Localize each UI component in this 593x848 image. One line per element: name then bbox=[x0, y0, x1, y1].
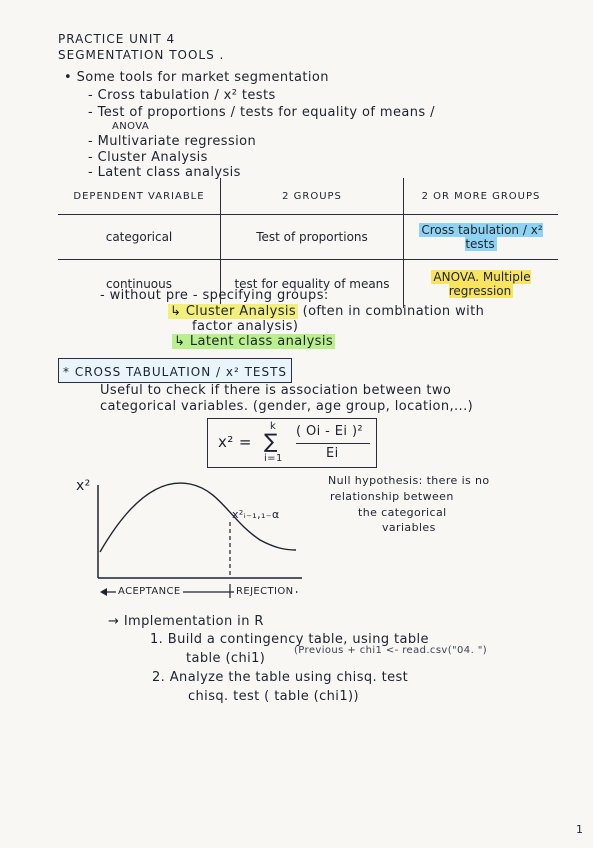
without-item-note: factor analysis) bbox=[192, 319, 299, 334]
null-hypothesis-line: Null hypothesis: there is no bbox=[328, 474, 490, 487]
tool-item: - Latent class analysis bbox=[88, 165, 241, 180]
title-line2: SEGMENTATION TOOLS . bbox=[58, 48, 225, 62]
latent-class-label: ↳ Latent class analysis bbox=[174, 334, 334, 349]
tools-intro: • Some tools for market segmentation bbox=[64, 70, 329, 85]
table-cell: Test of proportions bbox=[221, 215, 404, 260]
table-cell: categorical bbox=[58, 215, 221, 260]
null-hypothesis-line: variables bbox=[382, 521, 436, 534]
step-number: 2. bbox=[152, 670, 166, 685]
tool-item: - Test of proportions / tests for equality of means / bbox=[88, 105, 435, 120]
tool-item: - Cross tabulation / x² tests bbox=[88, 88, 276, 103]
sigma-icon: ∑ bbox=[264, 429, 278, 453]
useful-line2: categorical variables. (gender, age group, location,...) bbox=[100, 399, 474, 414]
step-item bbox=[186, 651, 265, 666]
step-text: Build a contingency table, using table bbox=[167, 632, 429, 647]
step-item bbox=[188, 689, 359, 704]
step-item bbox=[152, 670, 408, 685]
formula-sum-top: k bbox=[270, 421, 277, 432]
graph-y-label: x² bbox=[76, 478, 91, 494]
implementation-heading: → Implementation in R bbox=[108, 614, 264, 629]
section-title: * CROSS TABULATION / x² TESTS bbox=[63, 365, 288, 379]
step-text: table (chi1) bbox=[186, 651, 266, 666]
table-header-cell: DEPENDENT VARIABLE bbox=[58, 178, 221, 215]
rejection-label: REJECTION bbox=[236, 586, 294, 597]
formula-lhs: x² = bbox=[218, 433, 252, 451]
null-hypothesis-line: relationship between bbox=[330, 490, 454, 503]
table-cell: test for equality of means bbox=[221, 260, 404, 309]
step-note: (Previous + chi1 <- read.csv("04. ") bbox=[294, 645, 488, 656]
tool-item: - Cluster Analysis bbox=[88, 150, 208, 165]
useful-line1: Useful to check if there is association between two bbox=[100, 383, 452, 398]
table-cell: continuous bbox=[106, 277, 172, 291]
table-header-cell: 2 OR MORE GROUPS bbox=[404, 178, 559, 215]
step-text: Analyze the table using chisq. test bbox=[169, 670, 409, 685]
table-header-cell: 2 GROUPS bbox=[221, 178, 404, 215]
formula-denominator: Ei bbox=[326, 446, 339, 461]
acceptance-label: ACEPTANCE bbox=[118, 586, 181, 597]
tool-item: - Multivariate regression bbox=[88, 134, 257, 149]
critical-value-label: x²ᵢ₋₁,₁₋α bbox=[232, 508, 280, 521]
without-line: - without pre - specifying groups: bbox=[100, 288, 329, 303]
title-line1: PRACTICE UNIT 4 bbox=[58, 32, 176, 46]
highlighted-cell-text: ANOVA. Multiple regression bbox=[433, 270, 531, 298]
step-text: chisq. test ( table (chi1)) bbox=[188, 689, 359, 704]
page-number: 1 bbox=[576, 823, 583, 836]
highlighted-cell-text: Cross tabulation / x² tests bbox=[421, 223, 543, 251]
cluster-analysis-note: (often in combination with bbox=[302, 304, 485, 319]
formula-sum-bottom: i=1 bbox=[264, 453, 283, 464]
tool-item: ANOVA bbox=[112, 121, 150, 132]
cluster-analysis-label: ↳ Cluster Analysis bbox=[170, 304, 297, 319]
formula-numerator: ( Oi - Ei )² bbox=[296, 424, 364, 439]
null-hypothesis-line: the categorical bbox=[358, 506, 447, 519]
left-arrowhead-icon bbox=[100, 588, 107, 596]
step-number: 1. bbox=[150, 632, 164, 647]
